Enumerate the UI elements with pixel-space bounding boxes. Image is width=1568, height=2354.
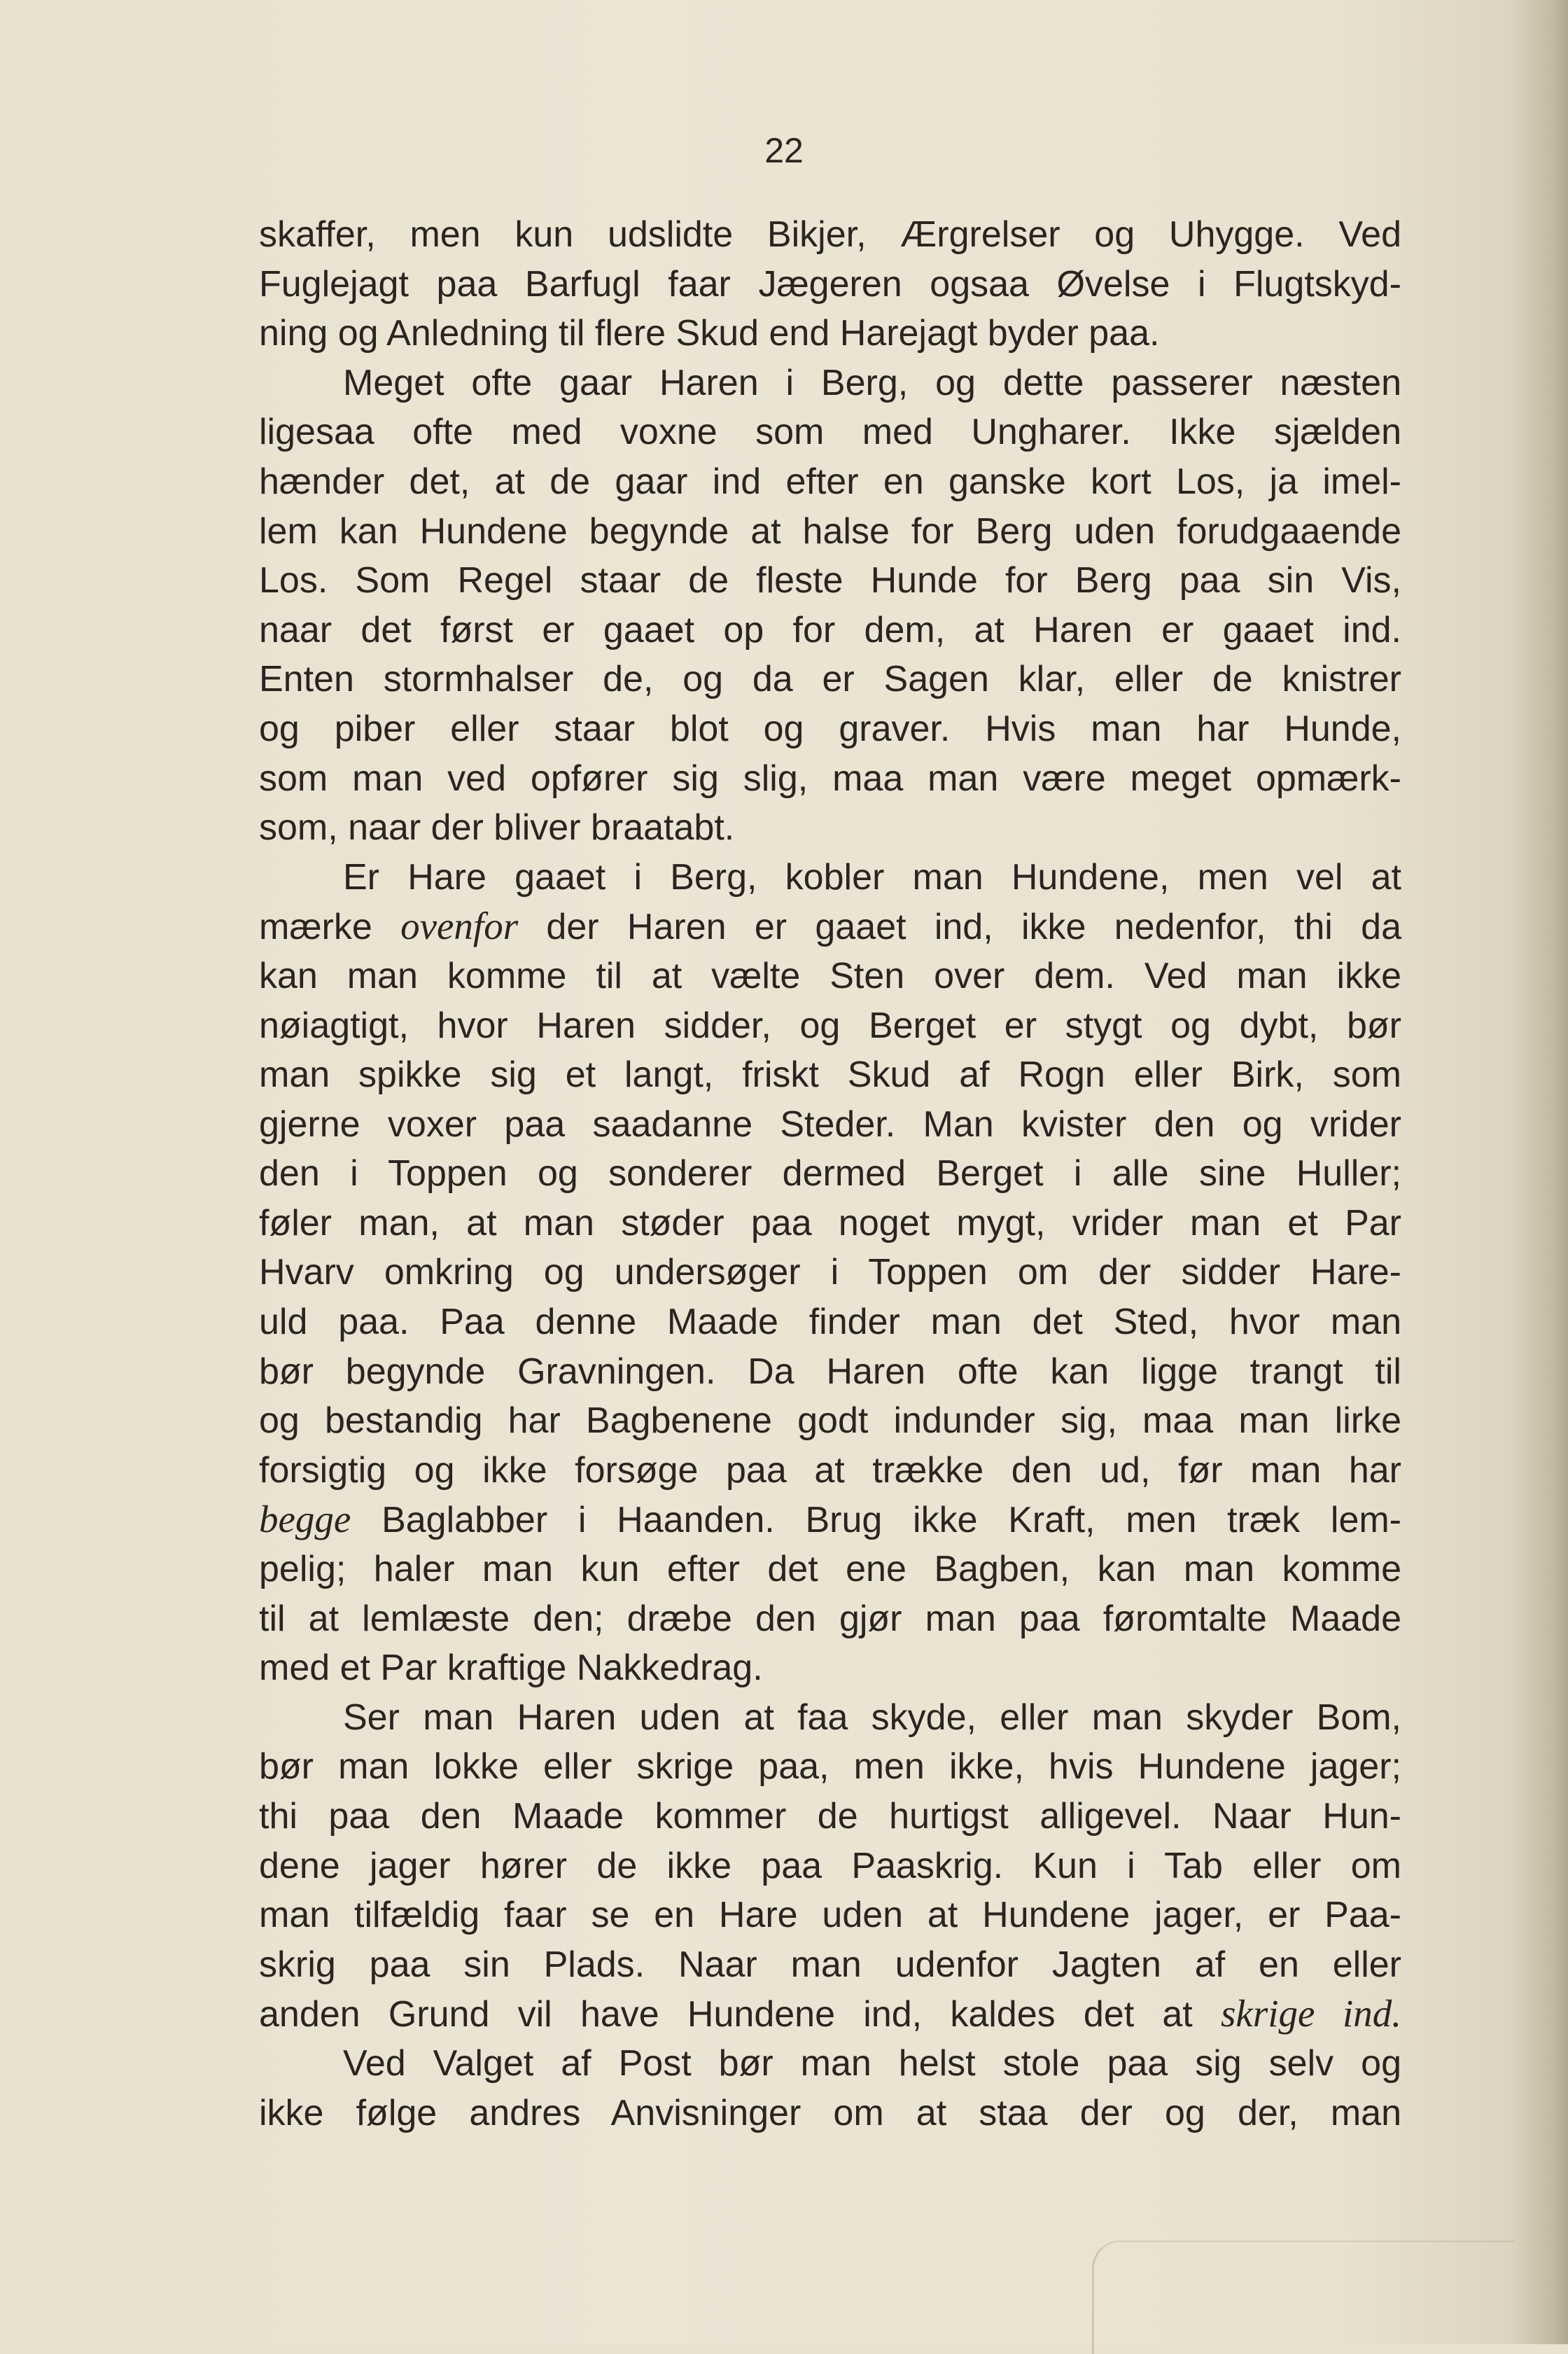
text-segment: Baglabber i Haanden. Brug ikke Kraft, men træk lem- — [351, 1500, 1401, 1541]
text-line: skrig paa sin Plads. Naar man udenfor Jagten af en eller — [259, 1944, 1401, 1985]
text-line: og piber eller staar blot og graver. Hvis man har Hunde, — [259, 708, 1401, 749]
body-text — [259, 210, 1401, 2138]
text-line: hænder det, at de gaar ind efter en ganske kort Los, ja imel- — [259, 461, 1401, 502]
text-line: Er Hare gaaet i Berg, kobler man Hundene, men vel at — [343, 856, 1401, 898]
paragraph-5 — [259, 2039, 1401, 2138]
text-line: man spikke sig et langt, friskt Skud af Rogn eller Birk, som — [259, 1054, 1401, 1096]
page-number: 22 — [764, 131, 804, 170]
text-line: føler man, at man støder paa noget mygt, vrider man et Par — [259, 1202, 1401, 1244]
text-line: gjerne voxer paa saadanne Steder. Man kvister den og vrider — [259, 1103, 1401, 1145]
text-line: forsigtig og ikke forsøge paa at trække den ud, før man har — [259, 1449, 1401, 1491]
text-segment: der Haren er gaaet ind, ikke nedenfor, thi da — [518, 907, 1401, 948]
text-line: Ved Valget af Post bør man helst stole paa sig selv og — [343, 2042, 1401, 2084]
text-line: uld paa. Paa denne Maade finder man det Sted, hvor man — [259, 1302, 1401, 1343]
text-line: ligesaa ofte med voxne som med Ungharer. Ikke sjælden — [259, 412, 1401, 453]
text-line — [259, 902, 1401, 952]
text-line: bør begynde Gravningen. Da Haren ofte kan ligge trangt til — [259, 1351, 1401, 1392]
text-line: man tilfældig faar se en Hare uden at Hundene jager, er Paa- — [259, 1895, 1401, 1936]
italic-emphasis: skrige ind. — [1221, 1992, 1401, 2035]
text-line: til at lemlæste den; dræbe den gjør man paa føromtalte Maade — [259, 1598, 1401, 1639]
paragraph-4 — [259, 1693, 1401, 2039]
paragraph-1 — [259, 210, 1401, 358]
text-line: Meget ofte gaar Haren i Berg, og dette passerer næsten — [343, 362, 1401, 403]
text-line: Ser man Haren uden at faa skyde, eller man skyder Bom, — [343, 1697, 1401, 1738]
text-line: ikke følge andres Anvisninger om at staa der og der, man — [259, 2092, 1401, 2133]
text-line: ning og Anledning til flere Skud end Harejagt byder paa. — [259, 313, 1160, 354]
text-line — [259, 1495, 1401, 1545]
text-line: nøiagtigt, hvor Haren sidder, og Berget er stygt og dybt, bør — [259, 1005, 1401, 1046]
text-line: og bestandig har Bagbenene godt indunder sig, maa man lirke — [259, 1400, 1401, 1442]
text-line: skaffer, men kun udslidte Bikjer, Ærgrelser og Uhygge. Ved — [259, 214, 1401, 255]
text-line — [259, 1989, 1401, 2039]
text-line: Hvarv omkring og undersøger i Toppen om der sidder Hare- — [259, 1252, 1401, 1293]
text-line: som man ved opfører sig slig, maa man være meget opmærk- — [259, 758, 1401, 799]
text-line: bør man lokke eller skrige paa, men ikke, hvis Hundene jager; — [259, 1746, 1401, 1788]
text-segment: anden Grund vil have Hundene ind, kaldes det at — [259, 1994, 1221, 2035]
text-line: lem kan Hundene begynde at halse for Berg uden forudgaaende — [259, 510, 1401, 552]
text-line: den i Toppen og sonderer dermed Berget i alle sine Huller; — [259, 1153, 1401, 1195]
paragraph-3 — [259, 853, 1401, 1693]
paper-fold-mark — [1092, 2241, 1514, 2354]
text-line: som, naar der bliver braatabt. — [259, 807, 735, 849]
text-line: Enten stormhalser de, og da er Sagen klar, eller de knistrer — [259, 659, 1401, 700]
text-line: Fuglejagt paa Barfugl faar Jægeren ogsaa Øvelse i Flugtskyd- — [259, 263, 1401, 305]
text-line: Los. Som Regel staar de fleste Hunde for Berg paa sin Vis, — [259, 560, 1401, 601]
text-line: naar det først er gaaet op for dem, at Haren er gaaet ind. — [259, 609, 1401, 650]
text-line: pelig; haler man kun efter det ene Bagben, kan man komme — [259, 1549, 1401, 1590]
text-line: thi paa den Maade kommer de hurtigst alligevel. Naar Hun- — [259, 1796, 1401, 1837]
paragraph-2 — [259, 358, 1401, 853]
text-line: med et Par kraftige Nakkedrag. — [259, 1648, 763, 1689]
text-segment: mærke — [259, 907, 401, 948]
text-line: kan man komme til at vælte Sten over dem. Ved man ikke — [259, 955, 1401, 996]
page-edge-shadow — [1512, 0, 1568, 2344]
text-line: dene jager hører de ikke paa Paaskrig. Kun i Tab eller om — [259, 1845, 1401, 1886]
italic-emphasis: begge — [259, 1498, 351, 1541]
italic-emphasis: ovenfor — [400, 905, 519, 948]
